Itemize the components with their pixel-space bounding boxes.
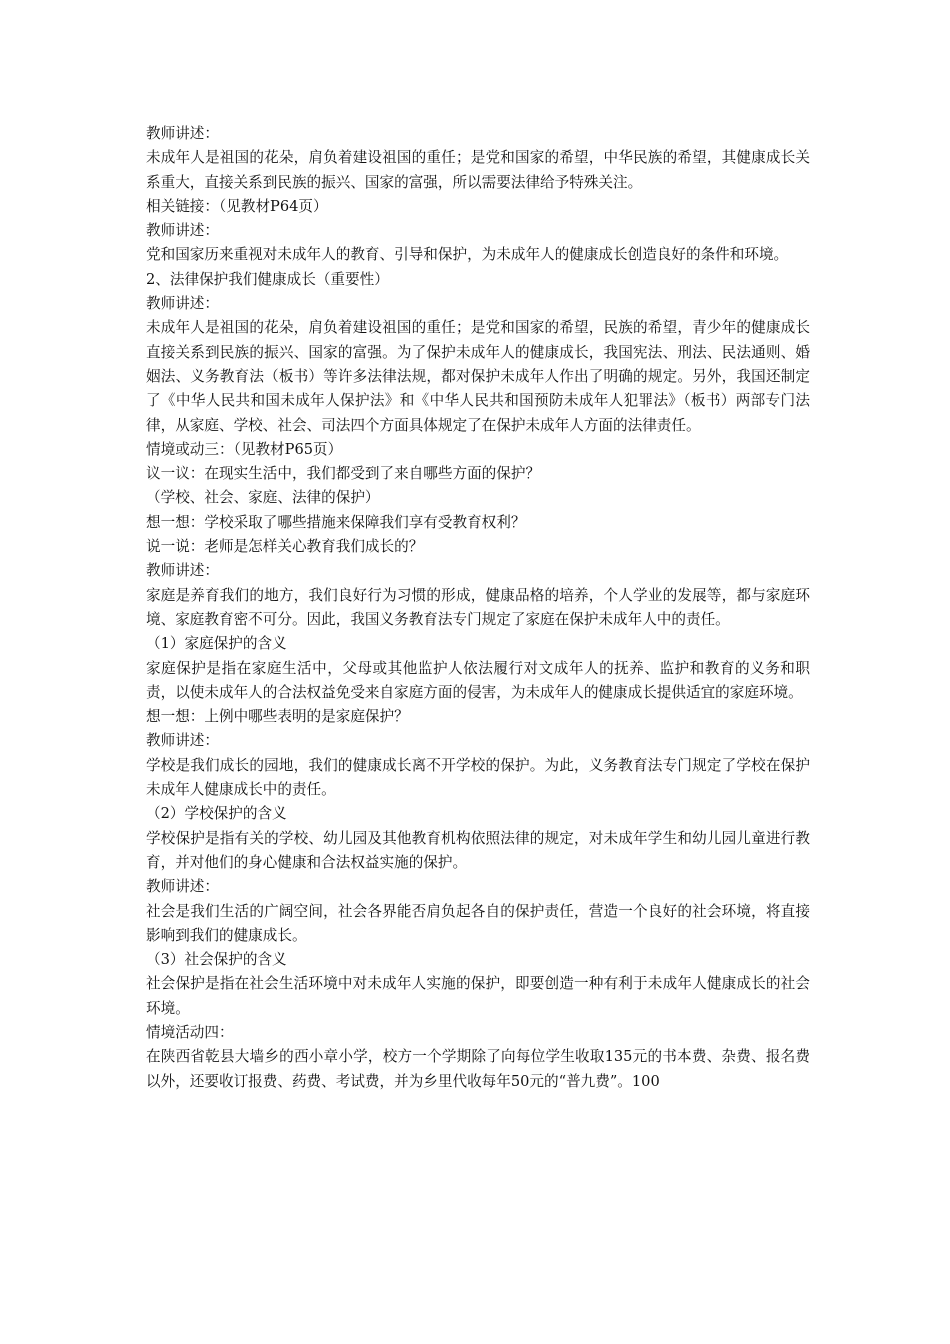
subsection-heading: （1）家庭保护的含义: [146, 635, 287, 653]
paragraph: 教师讲述：: [146, 222, 219, 240]
paragraph: 党和国家历来重视对未成年人的教育、引导和保护，为未成年人的健康成长创造良好的条件和环境。: [146, 246, 789, 264]
paragraph: 情境或动三：（见教材P65页）: [146, 440, 343, 458]
paragraph: 想一想：学校采取了哪些措施来保障我们享有受教育权利？: [146, 513, 526, 531]
paragraph: 情境活动四：: [146, 1023, 234, 1041]
paragraph: 未成年人是祖国的花朵，肩负着建设祖国的重任；是党和国家的希望，民族的希望，青少年的健康成长直接关系到民族的振兴、国家的富强。为了保护未成年人的健康成长，我国宪法、刑法、民法通则、婚姻法、义务教育法（板书）等许多法律法规，都对保护未成年人作出了明确的规定。另外，我国还制定了《中华人民共和国未成年人保护法》和《中华人民共和国预防未成年人犯罪法》（板书）两部专门法律，从家庭、学校、社会、司法四个方面具体规定了在保护未成年人方面的法律责任。: [146, 319, 810, 434]
paragraph: 教师讲述：: [146, 562, 219, 580]
paragraph: 教师讲述：: [146, 878, 219, 896]
paragraph: 教师讲述：: [146, 295, 219, 313]
section-heading: 2、法律保护我们健康成长（重要性）: [146, 270, 389, 288]
paragraph: 学校是我们成长的园地，我们的健康成长离不开学校的保护。为此，义务教育法专门规定了学校在保护未成年人健康成长中的责任。: [146, 756, 810, 799]
document-page: [146, 122, 810, 1094]
paragraph: 家庭是养育我们的地方，我们良好行为习惯的形成，健康品格的培养，个人学业的发展等，都与家庭环境、家庭教育密不可分。因此，我国义务教育法专门规定了家庭在保护未成年人中的责任。: [146, 586, 810, 628]
subsection-heading: （3）社会保护的含义: [146, 951, 287, 969]
paragraph: 社会是我们生活的广阔空间，社会各界能否肩负起各自的保护责任，营造一个良好的社会环境，将直接影响到我们的健康成长。: [146, 902, 810, 944]
paragraph: （学校、社会、家庭、法律的保护）: [146, 489, 380, 507]
subsection-heading: （2）学校保护的含义: [146, 805, 287, 823]
paragraph: 教师讲述：: [146, 125, 219, 142]
paragraph: 学校保护是指有关的学校、幼儿园及其他教育机构依照法律的规定，对未成年学生和幼儿园儿童进行教育，并对他们的身心健康和合法权益实施的保护。: [146, 829, 810, 871]
paragraph: 说一说：老师是怎样关心教育我们成长的？: [146, 538, 424, 556]
paragraph: 教师讲述：: [146, 732, 219, 750]
paragraph: 相关链接：（见教材P64页）: [146, 197, 328, 215]
paragraph: 议一议：在现实生活中，我们都受到了来自哪些方面的保护？: [146, 465, 541, 483]
paragraph: 在陕西省乾县大墙乡的西小章小学，校方一个学期除了向每位学生收取135元的书本费、杂费、报名费以外，还要收订报费、药费、考试费，并为乡里代收每年50元的“普九费”。100: [146, 1048, 810, 1090]
paragraph: 未成年人是祖国的花朵，肩负着建设祖国的重任；是党和国家的希望，中华民族的希望，其健康成长关系重大，直接关系到民族的振兴、国家的富强，所以需要法律给予特殊关注。: [146, 149, 810, 191]
paragraph: 家庭保护是指在家庭生活中，父母或其他监护人依法履行对文成年人的抚养、监护和教育的义务和职责，以使未成年人的合法权益免受来自家庭方面的侵害，为未成年人的健康成长提供适宜的家庭环境。: [146, 659, 810, 701]
paragraph: 想一想：上例中哪些表明的是家庭保护？: [146, 708, 409, 726]
paragraph: 社会保护是指在社会生活环境中对未成年人实施的保护，即要创造一种有利于未成年人健康成长的社会环境。: [146, 975, 810, 1017]
